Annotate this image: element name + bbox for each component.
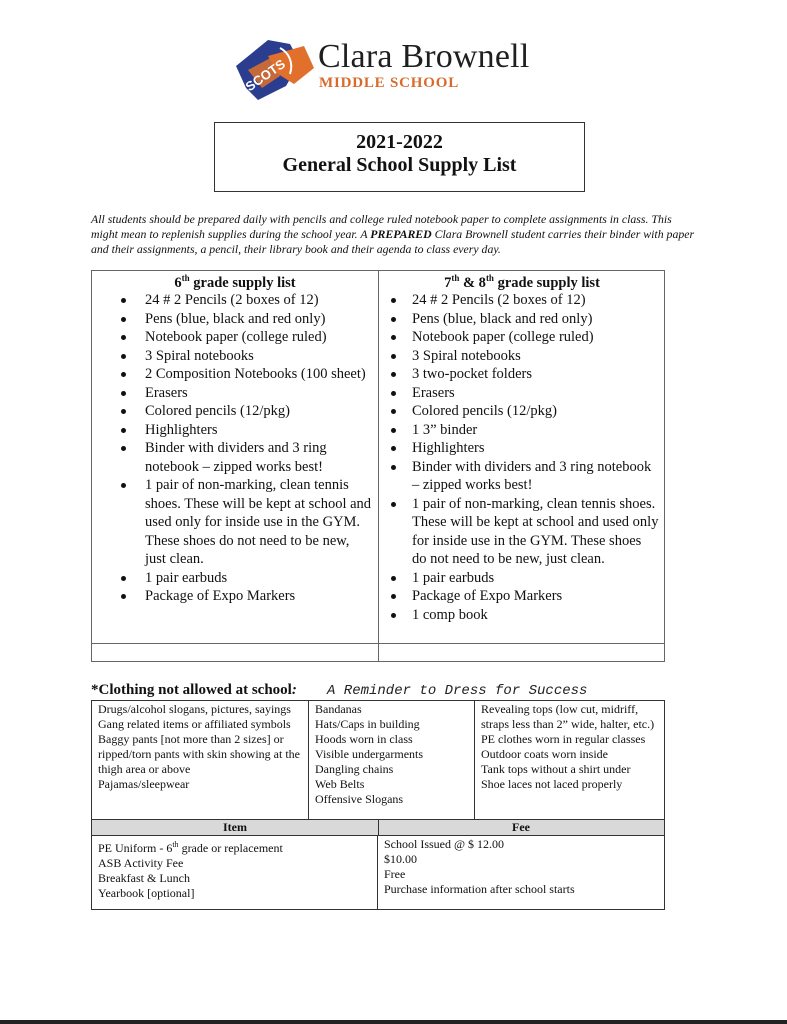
supply-list-item: 24 # 2 Pencils (2 boxes of 12)	[92, 291, 378, 310]
supply-list-item: Package of Expo Markers	[92, 587, 378, 606]
supply-list-item: 1 comp book	[379, 606, 665, 625]
bullet-icon	[121, 372, 126, 377]
clothing-item: Dangling chains	[315, 762, 394, 776]
bullet-icon	[391, 446, 396, 451]
bullet-icon	[391, 465, 396, 470]
clothing-reminder: A Reminder to Dress for Success	[327, 683, 588, 699]
school-logo-icon	[228, 26, 318, 106]
clothing-item: Revealing tops (low cut, midriff, straps less than 2” wide, halter, etc.)	[481, 702, 655, 731]
bullet-icon	[391, 428, 396, 433]
bullet-icon	[121, 409, 126, 414]
fee-item: Breakfast & Lunch	[98, 871, 190, 885]
supply-list-item: Pens (blue, black and red only)	[379, 310, 665, 329]
supply-list-item: Highlighters	[379, 439, 665, 458]
supply-list-item: 24 # 2 Pencils (2 boxes of 12)	[379, 291, 665, 310]
supply-list-item: 3 two-pocket folders	[379, 365, 665, 384]
supply-list-item: 3 Spiral notebooks	[379, 347, 665, 366]
supply-list-item: Colored pencils (12/pkg)	[92, 402, 378, 421]
supply-list-item: 1 pair earbuds	[379, 569, 665, 588]
bottom-rule	[0, 1020, 787, 1024]
supply-list-item: Package of Expo Markers	[379, 587, 665, 606]
clothing-item: Hoods worn in class	[315, 732, 413, 746]
supply-list-item: Pens (blue, black and red only)	[92, 310, 378, 329]
bullet-icon	[121, 354, 126, 359]
sixth-grade-list	[92, 291, 378, 606]
clothing-heading: *Clothing not allowed at school:	[91, 682, 297, 698]
supply-list-item: 1 pair of non-marking, clean tennis shoes. These will be kept at school and used only for inside use in the GYM. These shoes do not need to be new, just clean.	[379, 495, 665, 569]
sixth-grade-title: 6th grade supply list	[174, 273, 296, 291]
intro-text-1: All students should be prepared daily with pencils and college ruled notebook paper to complete assignments in class. This might mean to replenish supplies during the school year. A	[91, 212, 672, 241]
fee-value: $10.00	[384, 852, 417, 866]
fee-header-item: Item	[223, 820, 247, 834]
intro-text-2: Clara Brownell student carries their binder with paper and their assignments, a pencil, their library book and their agenda to class every day.	[91, 227, 695, 256]
supply-list-item: Notebook paper (college ruled)	[92, 328, 378, 347]
clothing-table	[91, 700, 665, 820]
bullet-icon	[121, 335, 126, 340]
bullet-icon	[121, 391, 126, 396]
fee-values-column	[378, 836, 664, 909]
supply-list-item: 1 pair earbuds	[92, 569, 378, 588]
bullet-icon	[391, 502, 396, 507]
bullet-icon	[121, 428, 126, 433]
supply-list-item: Binder with dividers and 3 ring notebook – zipped works best!	[379, 458, 665, 495]
fee-table-header	[92, 820, 664, 836]
fee-item: Yearbook [optional]	[98, 886, 195, 900]
supply-list-item: Colored pencils (12/pkg)	[379, 402, 665, 421]
bullet-icon	[121, 298, 126, 303]
bullet-icon	[391, 391, 396, 396]
clothing-column-3	[475, 701, 664, 819]
supply-list-item: 2 Composition Notebooks (100 sheet)	[92, 365, 378, 384]
fee-table	[91, 820, 665, 910]
bullet-icon	[391, 317, 396, 322]
bullet-icon	[391, 613, 396, 618]
bullet-icon	[391, 298, 396, 303]
school-name: Clara Brownell	[318, 38, 530, 75]
logo-text: SCOTS	[242, 56, 288, 95]
bullet-icon	[391, 335, 396, 340]
supply-list-item: 1 pair of non-marking, clean tennis shoes. These will be kept at school and used only for inside use in the GYM. These shoes do not need to be new, just clean.	[92, 476, 378, 569]
supply-list-item: Erasers	[92, 384, 378, 403]
supply-list-item: 3 Spiral notebooks	[92, 347, 378, 366]
fee-item: PE Uniform - 6th grade or replacement	[98, 840, 283, 855]
clothing-item: Web Belts	[315, 777, 365, 791]
clothing-item: Outdoor coats worn inside	[481, 747, 608, 761]
clothing-item: Gang related items or affiliated symbols	[98, 717, 291, 731]
clothing-item: Visible undergarments	[315, 747, 424, 761]
fee-items-column	[92, 836, 378, 909]
supply-list-item: Binder with dividers and 3 ring notebook – zipped works best!	[92, 439, 378, 476]
fee-item: ASB Activity Fee	[98, 856, 184, 870]
seventh-eighth-grade-column	[379, 271, 665, 643]
supply-list-item: Notebook paper (college ruled)	[379, 328, 665, 347]
bullet-icon	[391, 594, 396, 599]
supply-list-item: Erasers	[379, 384, 665, 403]
bullet-icon	[391, 409, 396, 414]
bullet-icon	[121, 594, 126, 599]
school-year: 2021-2022	[356, 131, 443, 153]
seventh-eighth-grade-list	[379, 291, 665, 624]
fee-header-fee: Fee	[512, 820, 530, 834]
clothing-item: Tank tops without a shirt under	[481, 762, 631, 776]
clothing-item: PE clothes worn in regular classes	[481, 732, 646, 746]
clothing-column-1	[92, 701, 309, 819]
clothing-item: Drugs/alcohol slogans, pictures, sayings	[98, 702, 291, 716]
fee-value: Free	[384, 867, 406, 881]
clothing-column-2	[309, 701, 475, 819]
bullet-icon	[121, 576, 126, 581]
clothing-item: Pajamas/sleepwear	[98, 777, 190, 791]
bullet-icon	[391, 372, 396, 377]
page-title: General School Supply List	[282, 154, 517, 176]
sixth-grade-column	[92, 271, 379, 643]
supply-table-empty-row	[92, 643, 664, 662]
seventh-eighth-grade-title: 7th & 8th grade supply list	[444, 273, 600, 291]
bullet-icon	[121, 446, 126, 451]
clothing-item: Baggy pants [not more than 2 sizes] or ripped/torn pants with skin showing at the thigh area or above	[98, 732, 300, 776]
clothing-item: Hats/Caps in building	[315, 717, 420, 731]
clothing-item: Bandanas	[315, 702, 362, 716]
fee-value: Purchase information after school starts	[384, 882, 575, 896]
intro-paragraph	[91, 212, 701, 257]
bullet-icon	[121, 317, 126, 322]
bullet-icon	[121, 483, 126, 488]
bullet-icon	[391, 576, 396, 581]
fee-value: School Issued @ $ 12.00	[384, 837, 505, 851]
supply-list-item: 1 3” binder	[379, 421, 665, 440]
school-subtitle: MIDDLE SCHOOL	[319, 75, 460, 91]
bullet-icon	[391, 354, 396, 359]
supply-list-item: Highlighters	[92, 421, 378, 440]
clothing-item: Offensive Slogans	[315, 792, 404, 806]
title-box	[214, 122, 585, 192]
supply-table	[91, 270, 665, 662]
clothing-item: Shoe laces not laced properly	[481, 777, 623, 791]
intro-bold: PREPARED	[370, 227, 432, 241]
